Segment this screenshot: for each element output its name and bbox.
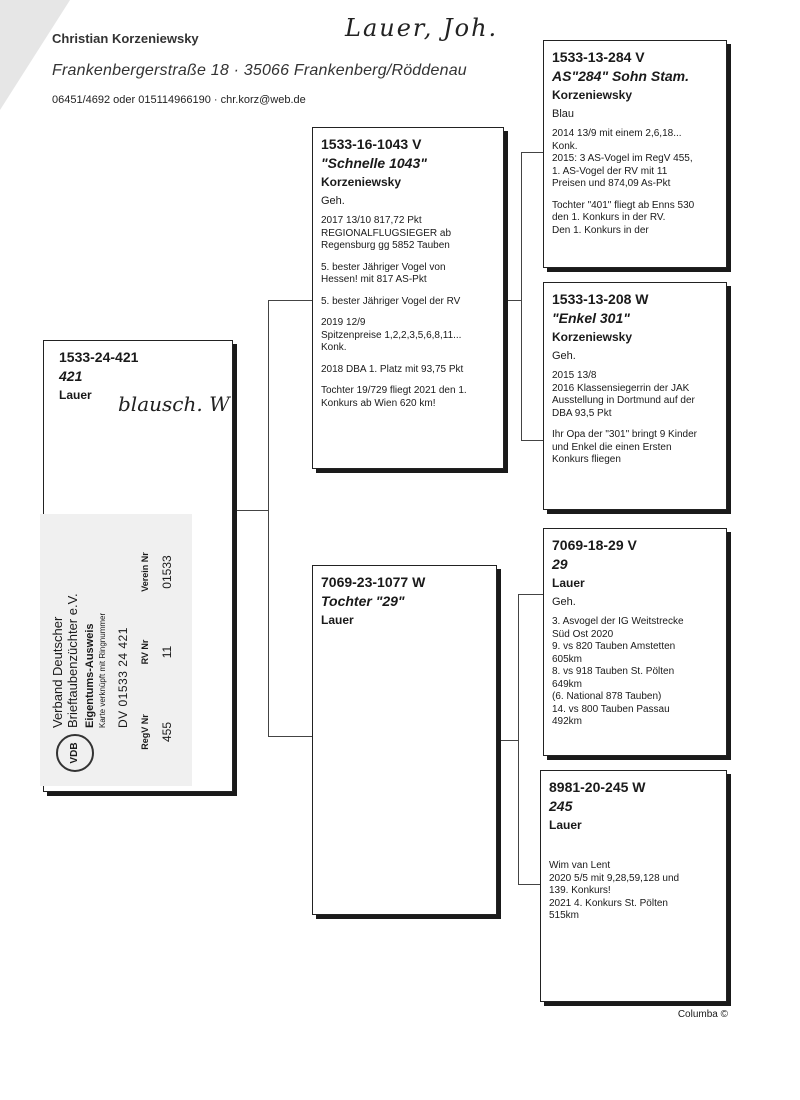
ring-number: 1533-24-421 — [59, 349, 139, 365]
handwritten-color-note: blausch. W — [118, 392, 230, 416]
pigeon-color: Blau — [552, 108, 575, 120]
ring-number: 1533-16-1043 V — [321, 136, 422, 152]
connector-subject — [233, 510, 269, 511]
pigeon-name: 421 — [59, 368, 83, 384]
connector-to-sd — [521, 440, 543, 441]
pigeon-name: AS"284" Sohn Stam. — [552, 68, 689, 84]
id-card-title: Eigentums-Ausweis — [84, 623, 96, 728]
vdb-logo: VDB — [56, 734, 94, 772]
id-card-ring: DV 01533 24 421 — [116, 627, 130, 728]
pedigree-card-sire — [312, 127, 504, 469]
achievement-entry: 2015 13/8 2016 Klassensiegerrin der JAK Ausstellung in Dortmund auf der DBA 93,5 Pkt — [552, 370, 695, 419]
breeder: Lauer — [321, 613, 354, 627]
pigeon-name: Tochter "29" — [321, 593, 405, 609]
pigeon-color — [549, 838, 718, 852]
connector-sire-out — [504, 300, 522, 301]
achievement-entry: 5. bester Jähriger Vogel von Hessen! mit 817 AS-Pkt — [321, 261, 446, 285]
achievement-entry: 3. Asvogel der IG Weitstrecke Süd Ost 2020 9. vs 820 Tauben Amstetten 605km 8. vs 918 Tauben St. Pölten 649km (6. National 878 Tauben) 14. vs 800 Tauben Passau 492km — [552, 616, 684, 727]
connector-to-dd — [518, 884, 540, 885]
breeder: Korzeniewsky — [552, 88, 633, 102]
connector-to-ds — [518, 594, 543, 595]
pigeon-name: "Schnelle 1043" — [321, 155, 427, 171]
connector-trunk-dam — [518, 594, 519, 884]
connector-to-sire — [268, 300, 312, 301]
achievement-entry: Tochter 19/729 fliegt 2021 den 1. Konkurs ab Wien 620 km! — [321, 385, 467, 409]
handwritten-owner-note: Lauer, Joh. — [345, 14, 499, 42]
achievement-entry: Ihr Opa der "301" bringt 9 Kinder und Enkel die einen Ersten Konkurs fliegen — [552, 429, 697, 465]
achievement-entry: 2014 13/9 mit einem 2,6,18... Konk. 2015: 3 AS-Vogel im RegV 455, 1. AS-Vogel der RV mit 11 Preisen und 874,09 As-Pkt — [552, 128, 693, 189]
achievements — [549, 860, 718, 923]
id-card-labels: RegV NrRV NrVerein Nr — [140, 552, 150, 750]
pigeon-color: Geh. — [552, 596, 576, 608]
pedigree-card-dam-dam — [540, 770, 727, 1002]
pigeon-color: Geh. — [321, 195, 345, 207]
connector-trunk-main — [268, 300, 269, 736]
breeder: Korzeniewsky — [321, 175, 402, 189]
pedigree-card-dam — [312, 565, 497, 915]
connector-to-ss — [521, 152, 543, 153]
ring-number: 8981-20-245 W — [549, 779, 646, 795]
ring-number: 7069-18-29 V — [552, 537, 637, 553]
achievement-entry: Tochter "401" fliegt ab Enns 530 den 1. Konkurs in der RV. Den 1. Konkurs in der — [552, 199, 695, 236]
ring-number: 1533-13-208 W — [552, 291, 649, 307]
achievements — [552, 616, 718, 729]
connector-dam-out — [497, 740, 519, 741]
breeder: Korzeniewsky — [552, 330, 633, 344]
ownership-id-card — [40, 514, 192, 786]
pigeon-name: 245 — [549, 798, 573, 814]
breeder-name: Christian Korzeniewsky — [52, 31, 199, 46]
achievement-entry: 2017 13/10 817,72 Pkt REGIONALFLUGSIEGER ab Regensburg gg 5852 Tauben — [321, 215, 452, 251]
connector-to-dam — [268, 736, 312, 737]
pedigree-card-sire-dam — [543, 282, 727, 510]
pigeon-name: 29 — [552, 556, 568, 572]
id-card-subtitle: Karte verknüpft mit Ringnummer — [98, 612, 107, 728]
breeder: Lauer — [552, 576, 585, 590]
ring-number: 1533-13-284 V — [552, 49, 645, 65]
pigeon-name: "Enkel 301" — [552, 310, 630, 326]
achievements — [321, 215, 495, 410]
achievement-entry: 2019 12/9 Spitzenpreise 1,2,2,3,5,6,8,11... Konk. — [321, 317, 462, 353]
ring-number: 7069-23-1077 W — [321, 574, 426, 590]
pigeon-color: Geh. — [552, 350, 576, 362]
id-card-values: 4551101533 — [160, 555, 174, 743]
achievement-entry: 2018 DBA 1. Platz mit 93,75 Pkt — [321, 363, 464, 375]
breeder: Lauer — [59, 388, 92, 402]
achievements — [552, 370, 718, 467]
id-card-org: Verband Deutscher Brieftaubenzüchter e.V. — [50, 593, 80, 728]
breeder-address: Frankenbergerstraße 18 · 35066 Frankenberg/Röddenau — [52, 62, 467, 79]
achievement-entry: Wim van Lent 2020 5/5 mit 9,28,59,128 und 139. Konkurs! 2021 4. Konkurs St. Pölten 515km — [549, 860, 680, 921]
software-credit: Columba © — [677, 1009, 728, 1020]
breeder: Lauer — [549, 818, 582, 832]
pedigree-card-sire-sire — [543, 40, 727, 268]
breeder-contact: 06451/4692 oder 015114966190 · chr.korz@web.de — [52, 94, 306, 106]
connector-trunk-sire — [521, 152, 522, 440]
pedigree-card-dam-sire — [543, 528, 727, 756]
achievements — [552, 128, 718, 237]
achievement-entry: 5. bester Jähriger Vogel der RV — [321, 295, 461, 307]
